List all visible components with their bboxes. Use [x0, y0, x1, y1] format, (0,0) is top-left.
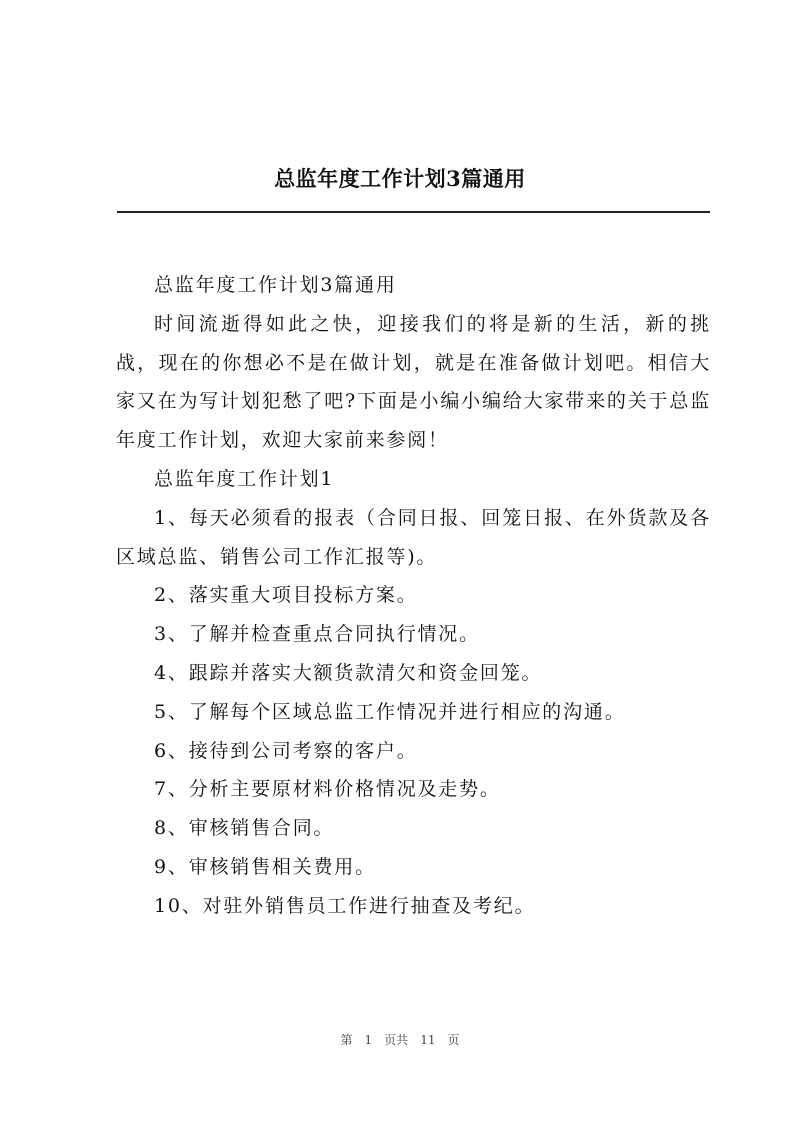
list-item: 10、对驻外销售员工作进行抽查及考纪。 [154, 894, 536, 917]
list-item: 6、接待到公司考察的客户。 [154, 739, 418, 762]
paragraph-intro: 时间流逝得如此之快，迎接我们的将是新的生活，新的挑战，现在的你想必不是在做计划，就是在准备做计划吧。相信大家又在为写计划犯愁了吧?下面是小编小编给大家带来的关于总监年度工作计划，欢迎大家前来参阅！ [116, 312, 711, 452]
current-page-number: 1 [364, 1033, 373, 1047]
document-body [116, 266, 711, 926]
document-title: 总监年度工作计划3篇通用 [274, 166, 526, 191]
list-item: 4、跟踪并落实大额货款清欠和资金回笼。 [154, 661, 543, 684]
footer-prefix: 第 [340, 1033, 353, 1047]
list-item: 5、了解每个区域总监工作情况并进行相应的沟通。 [154, 700, 626, 723]
list-item: 9、审核销售相关费用。 [154, 855, 376, 878]
list-item: 1、每天必须看的报表（合同日报、回笼日报、在外货款及各区域总监、销售公司工作汇报等)。 [116, 506, 711, 568]
paragraph-subtitle: 总监年度工作计划3篇通用 [154, 274, 397, 296]
title-divider [117, 211, 710, 213]
list-item: 8、审核销售合同。 [154, 817, 335, 840]
total-pages-number: 11 [420, 1033, 436, 1047]
section-heading: 总监年度工作计划1 [154, 467, 335, 490]
footer-middle: 页共 [384, 1033, 409, 1047]
list-item: 3、了解并检查重点合同执行情况。 [154, 623, 480, 646]
footer-suffix: 页 [447, 1033, 460, 1047]
page-number-footer [0, 1031, 800, 1048]
list-item: 7、分析主要原材料价格情况及走势。 [154, 778, 501, 801]
list-item: 2、落实重大项目投标方案。 [154, 584, 418, 607]
